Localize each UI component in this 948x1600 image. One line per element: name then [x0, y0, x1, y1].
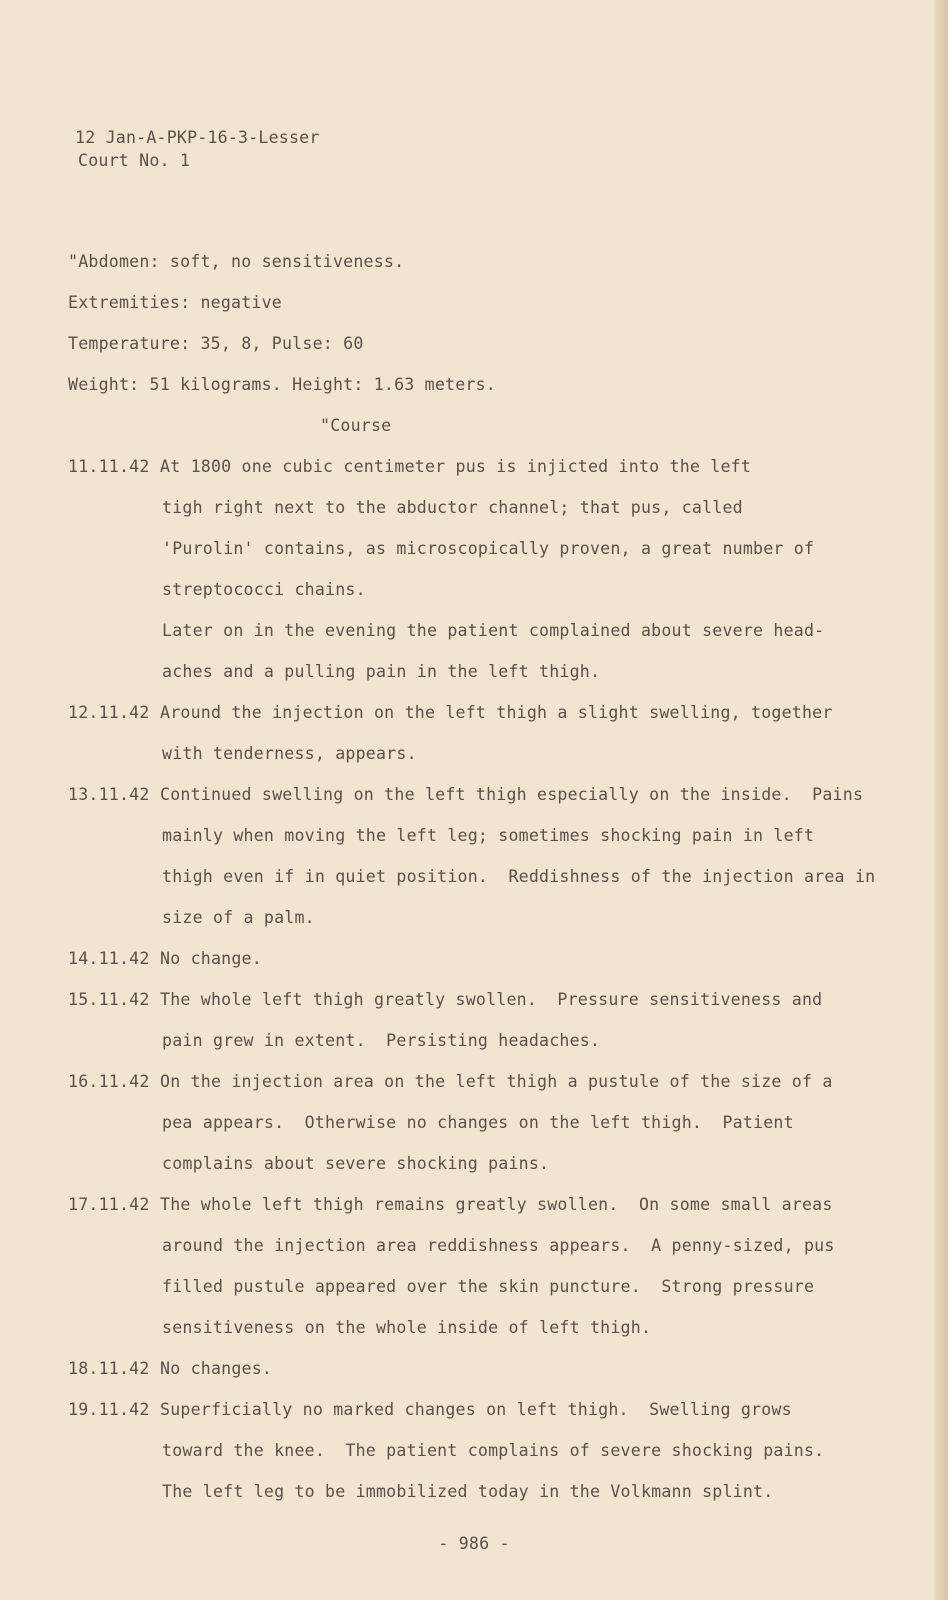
entry-line: No changes.: [160, 1359, 273, 1378]
entry-line: The left leg to be immobilized today in the Volkmann splint.: [162, 1482, 774, 1501]
entry-line: around the injection area reddishness appears. A penny-sized, pus: [162, 1236, 835, 1255]
entry-line: complains about severe shocking pains.: [162, 1154, 550, 1173]
entry-line: Continued swelling on the left thigh especially on the inside. Pains: [160, 785, 864, 804]
entry-date: 16.11.42: [68, 1072, 150, 1091]
entry-line: aches and a pulling pain in the left thigh.: [162, 662, 601, 681]
court-number: Court No. 1: [78, 151, 191, 170]
intro-line: "Abdomen: soft, no sensitiveness.: [68, 252, 405, 271]
entry-date: 13.11.42: [68, 785, 150, 804]
document-reference: 12 Jan-A-PKP-16-3-Lesser: [75, 128, 320, 147]
entry-line: with tenderness, appears.: [162, 744, 417, 763]
entry-line: pain grew in extent. Persisting headaches.: [162, 1031, 601, 1050]
intro-line: Extremities: negative: [68, 293, 282, 312]
entry-line: Around the injection on the left thigh a slight swelling, together: [160, 703, 833, 722]
entry-line: On the injection area on the left thigh a pustule of the size of a: [160, 1072, 833, 1091]
page-number: - 986 -: [438, 1534, 510, 1553]
intro-line: Temperature: 35, 8, Pulse: 60: [68, 334, 364, 353]
entry-line: Superficially no marked changes on left thigh. Swelling grows: [160, 1400, 792, 1419]
entry-date: 19.11.42: [68, 1400, 150, 1419]
entry-line: streptococci chains.: [162, 580, 366, 599]
entry-date: 12.11.42: [68, 703, 150, 722]
entry-line: At 1800 one cubic centimeter pus is injicted into the left: [160, 457, 752, 476]
entry-line: toward the knee. The patient complains of severe shocking pains.: [162, 1441, 825, 1460]
entry-date: 17.11.42: [68, 1195, 150, 1214]
entry-line: sensitiveness on the whole inside of left thigh.: [162, 1318, 652, 1337]
entry-line: mainly when moving the left leg; sometimes shocking pain in left: [162, 826, 815, 845]
entry-line: tigh right next to the abductor channel; that pus, called: [162, 498, 743, 517]
entry-line: size of a palm.: [162, 908, 315, 927]
entry-line: The whole left thigh remains greatly swollen. On some small areas: [160, 1195, 833, 1214]
entry-line: No change.: [160, 949, 262, 968]
entry-line: Later on in the evening the patient complained about severe head-: [162, 621, 825, 640]
entry-date: 18.11.42: [68, 1359, 150, 1378]
intro-line: Weight: 51 kilograms. Height: 1.63 meters.: [68, 375, 496, 394]
entry-date: 14.11.42: [68, 949, 150, 968]
entry-line: pea appears. Otherwise no changes on the left thigh. Patient: [162, 1113, 794, 1132]
section-heading: "Course: [320, 416, 392, 435]
entry-line: 'Purolin' contains, as microscopically proven, a great number of: [162, 539, 815, 558]
page-edge: [934, 0, 948, 1600]
entry-line: thigh even if in quiet position. Reddishness of the injection area in: [162, 867, 876, 886]
entry-date: 15.11.42: [68, 990, 150, 1009]
entry-date: 11.11.42: [68, 457, 150, 476]
entry-line: The whole left thigh greatly swollen. Pressure sensitiveness and: [160, 990, 823, 1009]
entry-line: filled pustule appeared over the skin puncture. Strong pressure: [162, 1277, 815, 1296]
